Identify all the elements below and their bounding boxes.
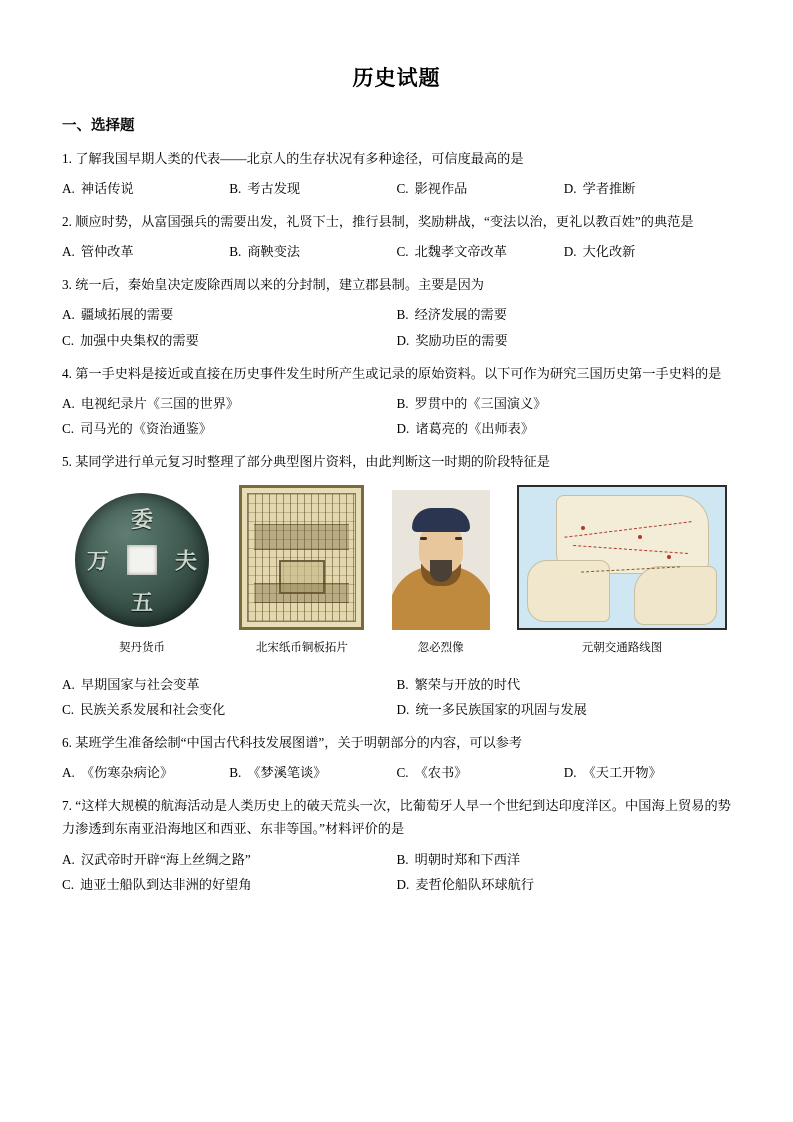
option-c[interactable]	[397, 239, 564, 264]
option-d[interactable]	[397, 697, 732, 722]
question-text: 第一手史料是接近或直接在历史事件发生时所产生或记录的原始资料。以下可作为研究三国历史第一手史料的是	[75, 365, 722, 381]
question-stem	[62, 147, 731, 170]
option-text: 加强中央集权的需要	[80, 332, 199, 348]
section-title: 一、选择题	[62, 118, 135, 134]
question-7	[62, 794, 731, 896]
option-b[interactable]	[229, 176, 396, 201]
option-a[interactable]	[62, 760, 229, 785]
option-a[interactable]	[62, 672, 397, 697]
option-letter: A.	[62, 244, 75, 260]
option-c[interactable]	[62, 328, 397, 353]
option-b[interactable]	[229, 239, 396, 264]
question-4	[62, 362, 731, 441]
banknote-band-top	[254, 524, 349, 550]
banknote-band-bottom	[254, 583, 349, 603]
option-text: 北魏孝文帝改革	[414, 244, 507, 260]
question-number: 2.	[62, 214, 72, 230]
question-5	[62, 450, 731, 722]
option-b[interactable]	[397, 847, 732, 872]
option-list	[62, 760, 731, 785]
figure-caption: 忽必烈像	[417, 641, 464, 654]
option-text: 汉武帝时开辟“海上丝绸之路”	[80, 851, 251, 867]
option-letter: C.	[62, 420, 75, 436]
question-number: 6.	[62, 735, 72, 751]
question-number: 5.	[62, 453, 72, 469]
question-text: “这样大规模的航海活动是人类历史上的破天荒头一次，比葡萄牙人早一个世纪到达印度洋区。中国海上贸易的势力渗透到东南亚沿海地区和西亚、东非等国。”材料评价的是	[62, 798, 731, 837]
option-letter: C.	[396, 181, 409, 197]
coin-char-bottom: 五	[130, 589, 154, 615]
figure-portrait	[392, 490, 490, 656]
option-letter: A.	[62, 395, 75, 411]
option-text: 商鞅变法	[247, 244, 301, 260]
option-d[interactable]	[397, 872, 732, 897]
question-text: 某同学进行单元复习时整理了部分典型图片资料，由此判断这一时期的阶段特征是	[75, 453, 550, 469]
question-number: 3.	[62, 277, 72, 293]
option-text: 明朝时郑和下西洋	[414, 851, 521, 867]
question-stem	[62, 210, 731, 233]
question-text: 统一后，秦始皇决定废除西周以来的分封制，建立郡县制。主要是因为	[75, 277, 484, 293]
option-letter: C.	[396, 765, 409, 781]
option-text: 《天工开物》	[582, 765, 662, 781]
option-letter: B.	[396, 677, 409, 693]
coin-image	[72, 490, 212, 630]
option-letter: A.	[62, 851, 75, 867]
option-text: 《梦溪笔谈》	[247, 765, 327, 781]
figure-caption: 契丹货币	[119, 641, 165, 654]
kublai-khan-portrait-image	[392, 490, 490, 630]
option-d[interactable]	[564, 176, 731, 201]
question-text: 了解我国早期人类的代表——北京人的生存状况有多种途径，可信度最高的是	[75, 151, 524, 166]
option-text: 麦哲伦船队环球航行	[415, 876, 535, 892]
option-list	[62, 391, 731, 441]
option-letter: B.	[396, 395, 409, 411]
option-letter: D.	[396, 420, 410, 436]
yuan-traffic-route-map-image	[517, 485, 727, 630]
option-letter: B.	[229, 181, 242, 197]
option-letter: C.	[62, 876, 75, 892]
option-text: 罗贯中的《三国演义》	[414, 395, 547, 411]
option-b[interactable]	[397, 391, 732, 416]
portrait-beard	[430, 560, 452, 582]
option-a[interactable]	[62, 391, 397, 416]
figure-caption: 元朝交通路线图	[581, 641, 663, 654]
portrait-eye-left	[420, 537, 427, 540]
question-stem	[62, 450, 731, 473]
question-3	[62, 273, 731, 352]
coin-char-left: 万	[87, 548, 110, 574]
figure-row	[62, 485, 731, 656]
option-c[interactable]	[397, 176, 564, 201]
question-number: 7.	[62, 798, 72, 814]
option-d[interactable]	[564, 239, 731, 264]
option-d[interactable]	[397, 328, 732, 353]
option-text: 司马光的《资治通鉴》	[80, 420, 212, 436]
option-letter: D.	[563, 244, 577, 260]
portrait-hat	[412, 508, 470, 532]
option-d[interactable]	[397, 416, 732, 441]
map-landmass-west	[527, 560, 609, 622]
question-text: 某班学生准备绘制“中国古代科技发展图谱”，关于明朝部分的内容，可以参考	[75, 735, 523, 751]
question-stem	[62, 794, 731, 840]
option-text: 《伤寒杂病论》	[80, 765, 174, 781]
option-letter: D.	[396, 876, 410, 892]
question-stem	[62, 273, 731, 296]
option-letter: A.	[62, 765, 75, 781]
option-c[interactable]	[62, 416, 397, 441]
option-text: 经济发展的需要	[414, 307, 507, 323]
option-a[interactable]	[62, 847, 397, 872]
option-text: 影视作品	[414, 181, 468, 197]
option-a[interactable]	[62, 239, 229, 264]
option-letter: A.	[62, 307, 75, 323]
coin-char-top: 委	[130, 506, 154, 532]
map-pin	[667, 555, 671, 559]
option-c[interactable]	[62, 872, 397, 897]
map-landmass-east	[634, 566, 716, 625]
option-text: 迪亚士船队到达非洲的好望角	[80, 876, 252, 892]
question-6	[62, 731, 731, 785]
option-text: 《农书》	[414, 765, 468, 781]
option-list	[62, 239, 731, 264]
option-letter: D.	[396, 702, 410, 718]
option-text: 大化改新	[582, 244, 636, 260]
option-letter: C.	[396, 244, 409, 260]
option-a[interactable]	[62, 176, 229, 201]
option-text: 疆域拓展的需要	[80, 307, 174, 323]
question-text: 顺应时势，从富国强兵的需要出发，礼贤下士，推行县制，奖励耕战，“变法以治，更礼以教百姓”的典范是	[75, 214, 694, 230]
coin-char-right: 夫	[174, 548, 197, 574]
option-letter: B.	[396, 307, 409, 323]
option-letter: A.	[62, 677, 75, 693]
option-text: 神话传说	[80, 181, 134, 197]
question-number: 1.	[62, 151, 72, 166]
question-2	[62, 210, 731, 264]
page-title: 历史试题	[352, 67, 441, 90]
question-1	[62, 147, 731, 201]
option-letter: D.	[396, 332, 410, 348]
option-text: 民族关系发展和社会变化	[80, 702, 226, 718]
option-letter: B.	[396, 851, 409, 867]
question-number: 4.	[62, 365, 72, 381]
coin-graphic	[75, 493, 209, 627]
option-b[interactable]	[229, 760, 396, 785]
option-letter: A.	[62, 181, 75, 197]
option-letter: D.	[563, 181, 577, 197]
question-stem	[62, 731, 731, 754]
option-text: 早期国家与社会变革	[80, 677, 200, 693]
option-text: 奖励功臣的需要	[415, 332, 508, 348]
figure-map	[517, 485, 727, 656]
option-c[interactable]	[62, 697, 397, 722]
portrait-eye-right	[455, 537, 462, 540]
option-letter: B.	[229, 765, 242, 781]
option-text: 管仲改革	[80, 244, 134, 260]
option-text: 学者推断	[582, 181, 636, 197]
option-text: 统一多民族国家的巩固与发展	[415, 702, 587, 718]
option-list	[62, 672, 731, 722]
banknote-plate-image	[239, 485, 364, 630]
option-list	[62, 847, 731, 897]
option-c[interactable]	[397, 760, 564, 785]
option-list	[62, 302, 731, 352]
option-d[interactable]	[564, 760, 731, 785]
figure-coin	[72, 490, 212, 656]
question-stem	[62, 362, 731, 385]
figure-caption: 北宋纸币铜板拓片	[255, 641, 348, 654]
option-letter: B.	[229, 244, 242, 260]
option-a[interactable]	[62, 302, 397, 327]
option-letter: C.	[62, 702, 75, 718]
option-text: 诸葛亮的《出师表》	[415, 420, 535, 436]
option-letter: C.	[62, 332, 75, 348]
option-list	[62, 176, 731, 201]
option-text: 繁荣与开放的时代	[414, 677, 521, 693]
option-text: 考古发现	[247, 181, 301, 197]
option-b[interactable]	[397, 672, 732, 697]
option-text: 电视纪录片《三国的世界》	[80, 395, 240, 411]
figure-banknote	[239, 485, 364, 656]
option-letter: D.	[563, 765, 577, 781]
option-b[interactable]	[397, 302, 732, 327]
banknote-texture	[247, 493, 356, 622]
